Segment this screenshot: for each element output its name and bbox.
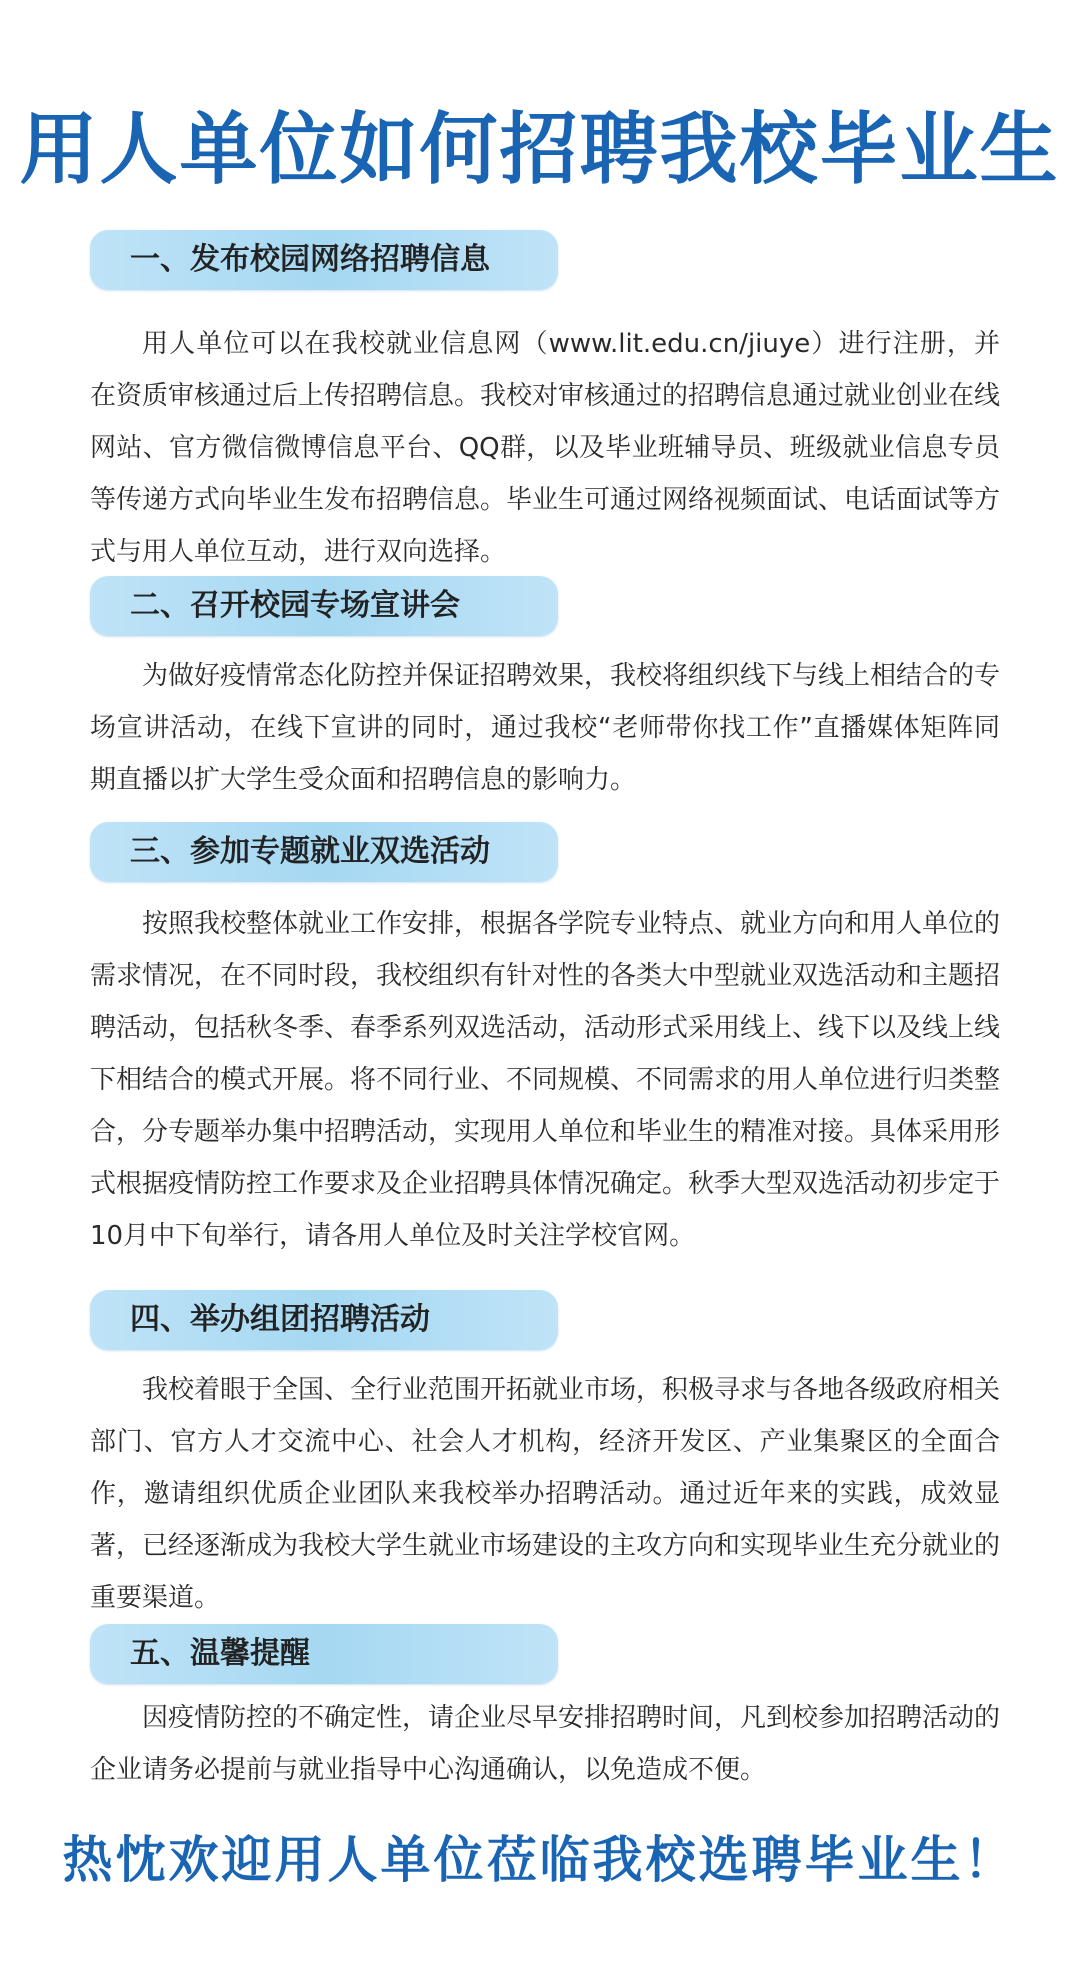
section-body-3: 按照我校整体就业工作安排，根据各学院专业特点、就业方向和用人单位的需求情况，在不同时段，我校组织有针对性的各类大中型就业双选活动和主题招聘活动，包括秋冬季、春季系列双选活动，活动形式采用线上、线下以及线上线下相结合的模式开展。将不同行业、不同规模、不同需求的用人单位进行归类整合，分专题举办集中招聘活动，实现用人单位和毕业生的精准对接。具体采用形式根据疫情防控工作要求及企业招聘具体情况确定。秋季大型双选活动初步定于10月中下旬举行，请各用人单位及时关注学校官网。 — [90, 909, 1001, 1251]
section-heading-2 — [90, 576, 558, 636]
section-heading-5 — [90, 1624, 558, 1684]
section-heading-1 — [90, 230, 558, 290]
section-heading-3 — [90, 822, 558, 882]
page-title: 用人单位如何招聘我校毕业生 — [19, 105, 1060, 195]
section-heading-4 — [90, 1290, 558, 1350]
section-heading-4-label: 四、举办组团招聘活动 — [130, 1302, 430, 1337]
closing-slogan: 热忱欢迎用人单位莅临我校选聘毕业生！ — [62, 1831, 1017, 1889]
section-heading-3-label: 三、参加专题就业双选活动 — [130, 834, 490, 869]
section-heading-1-label: 一、发布校园网络招聘信息 — [130, 242, 490, 277]
section-body-4: 我校着眼于全国、全行业范围开拓就业市场，积极寻求与各地各级政府相关部门、官方人才交流中心、社会人才机构，经济开发区、产业集聚区的全面合作，邀请组织优质企业团队来我校举办招聘活动。通过近年来的实践，成效显著，已经逐渐成为我校大学生就业市场建设的主攻方向和实现毕业生充分就业的重要渠道。 — [90, 1375, 1001, 1613]
section-heading-2-label: 二、召开校园专场宣讲会 — [130, 588, 460, 623]
section-body-1: 用人单位可以在我校就业信息网（www.lit.edu.cn/jiuye）进行注册，并在资质审核通过后上传招聘信息。我校对审核通过的招聘信息通过就业创业在线网站、官方微信微博信息平台、QQ群，以及毕业班辅导员、班级就业信息专员等传递方式向毕业生发布招聘信息。毕业生可通过网络视频面试、电话面试等方式与用人单位互动，进行双向选择。 — [90, 329, 1001, 567]
section-body-2: 为做好疫情常态化防控并保证招聘效果，我校将组织线下与线上相结合的专场宣讲活动，在线下宣讲的同时，通过我校“老师带你找工作”直播媒体矩阵同期直播以扩大学生受众面和招聘信息的影响力。 — [90, 661, 1001, 795]
section-heading-5-label: 五、温馨提醒 — [130, 1636, 310, 1671]
section-body-5: 因疫情防控的不确定性，请企业尽早安排招聘时间，凡到校参加招聘活动的企业请务必提前与就业指导中心沟通确认，以免造成不便。 — [90, 1703, 1001, 1785]
